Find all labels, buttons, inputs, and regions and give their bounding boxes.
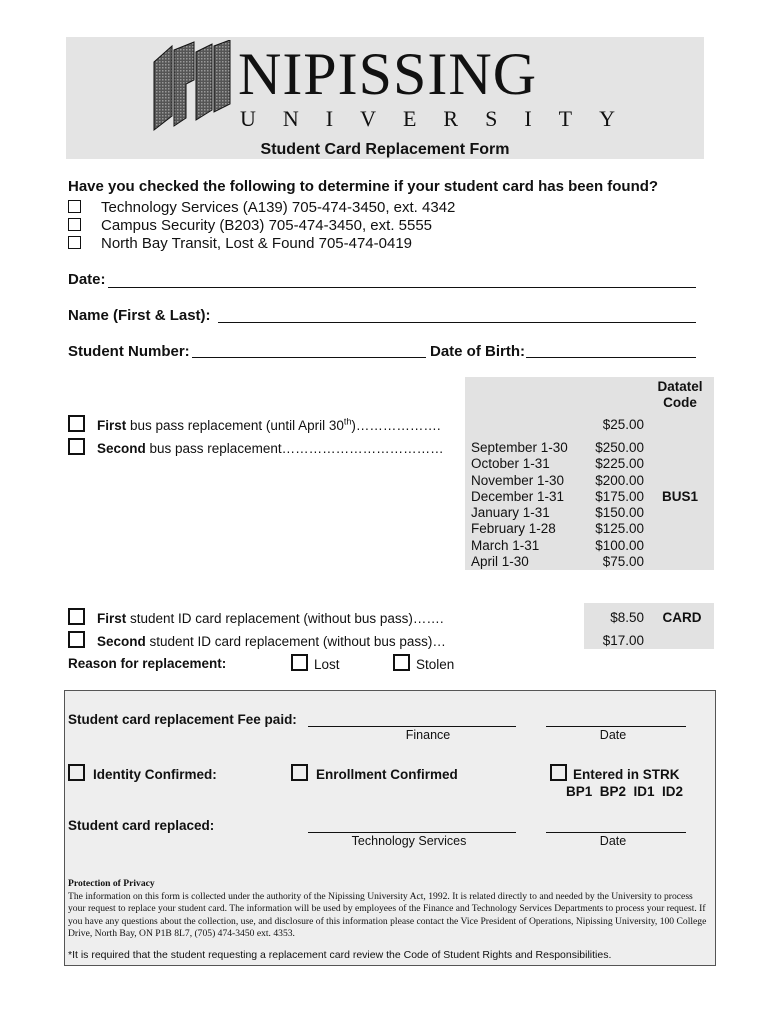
second-id-card-checkbox[interactable] [68, 631, 85, 648]
dob-label: Date of Birth: [430, 343, 525, 360]
tech-services-signature-line[interactable] [308, 832, 516, 833]
reason-lost-option[interactable]: Lost [291, 654, 340, 672]
checklist-item: North Bay Transit, Lost & Found 705-474-0419 [68, 235, 412, 252]
checklist-item: Campus Security (B203) 705-474-3450, ext. 5555 [68, 217, 432, 234]
first-bus-pass-price: $25.00 [602, 417, 644, 432]
finance-caption: Finance [405, 728, 451, 742]
student-number-field[interactable] [192, 357, 426, 358]
schedule-month: September 1-30 [471, 440, 568, 455]
identity-confirmed-checkbox[interactable] [68, 764, 85, 781]
second-id-card-price: $17.00 [602, 633, 644, 648]
student-number-label: Student Number: [68, 343, 190, 360]
entered-strk-checkbox[interactable] [550, 764, 567, 781]
schedule-month: October 1-31 [471, 456, 550, 472]
finance-signature-line[interactable] [308, 726, 516, 727]
strk-codes: BP1 BP2 ID1 ID2 [566, 784, 684, 799]
form-title: Student Card Replacement Form [260, 141, 510, 158]
replaced-date-caption: Date [599, 834, 627, 848]
bus-pass-months [471, 440, 568, 570]
tech-services-caption: Technology Services [351, 834, 467, 848]
first-id-card-checkbox[interactable] [68, 608, 85, 625]
first-id-card-row: First student ID card replacement (without bus pass)……. [68, 608, 444, 626]
privacy-body: The information on this form is collected under the authority of the Nipissing University Act, 1992. It is related directly to and needed by the University to process your request to replace your student card. The information will be used by employees of the Finance and Technology Services Departments to process your request. If you have any questions about the collection, use, and disclosure of this information please contact the Vice President of Operations, Nipissing University, 100 College Drive, North Bay, ON P1B 8L7, (705) 474-3450 ext. 4353. [68, 890, 707, 939]
fee-paid-label: Student card replacement Fee paid: [68, 712, 297, 727]
dob-field[interactable] [526, 357, 696, 358]
date-label: Date: [68, 271, 106, 288]
reason-stolen-option[interactable]: Stolen [393, 654, 454, 672]
logo-wordmark: NIPISSING [238, 41, 538, 107]
schedule-price: $225.00 [595, 456, 644, 472]
schedule-price: $175.00 [595, 488, 644, 504]
schedule-price: $150.00 [595, 505, 644, 521]
date-field[interactable] [108, 287, 696, 288]
second-id-card-row: Second student ID card replacement (without bus pass)… [68, 631, 446, 649]
schedule-price: $125.00 [595, 521, 644, 537]
identity-confirmed-item[interactable]: Identity Confirmed: [68, 764, 217, 782]
schedule-month: December 1-31 [471, 488, 565, 504]
enrollment-confirmed-checkbox[interactable] [291, 764, 308, 781]
bus-pass-prices [590, 440, 644, 570]
entered-strk-item[interactable]: Entered in STRK [550, 764, 680, 782]
first-bus-pass-row: First bus pass replacement (until April 30th)………………. [68, 415, 441, 433]
schedule-month: February 1-28 [471, 521, 556, 537]
datatel-code-header: Datatel Code [657, 379, 703, 410]
stolen-checkbox[interactable] [393, 654, 410, 671]
second-bus-pass-checkbox[interactable] [68, 438, 85, 455]
id-card-code: CARD [662, 610, 702, 625]
name-field[interactable] [218, 322, 696, 323]
lost-checkbox[interactable] [291, 654, 308, 671]
checkbox[interactable] [68, 200, 81, 213]
checklist-item: Technology Services (A139) 705-474-3450, ext. 4342 [68, 199, 455, 216]
name-label: Name (First & Last): [68, 307, 211, 324]
second-bus-pass-row: Second bus pass replacement……………………………… [68, 438, 444, 456]
schedule-price: $250.00 [595, 440, 644, 455]
schedule-month: March 1-31 [471, 537, 540, 553]
checkbox[interactable] [68, 236, 81, 249]
bus-pass-code: BUS1 [661, 489, 698, 504]
footnote: *It is required that the student requesting a replacement card review the Code of Student Rights and Responsibilities. [68, 949, 612, 961]
checkbox[interactable] [68, 218, 81, 231]
card-replaced-label: Student card replaced: [68, 818, 215, 833]
logo-subtext: UNIVERSITY [240, 106, 642, 131]
schedule-price: $75.00 [602, 554, 644, 570]
replaced-date-line[interactable] [546, 832, 686, 833]
schedule-month: April 1-30 [471, 554, 529, 570]
privacy-notice [68, 878, 708, 941]
checklist-question: Have you checked the following to determine if your student card has been found? [68, 178, 659, 195]
university-logo-mark [150, 40, 234, 132]
schedule-price: $200.00 [595, 472, 644, 488]
enrollment-confirmed-item[interactable]: Enrollment Confirmed [291, 764, 458, 782]
first-id-card-price: $8.50 [610, 610, 644, 625]
schedule-price: $100.00 [595, 537, 644, 553]
schedule-month: January 1-31 [471, 505, 550, 521]
schedule-month: November 1-30 [471, 472, 565, 488]
reason-label: Reason for replacement: [68, 656, 227, 671]
first-bus-pass-checkbox[interactable] [68, 415, 85, 432]
finance-date-line[interactable] [546, 726, 686, 727]
finance-date-caption: Date [599, 728, 627, 742]
privacy-title: Protection of Privacy [68, 878, 155, 889]
